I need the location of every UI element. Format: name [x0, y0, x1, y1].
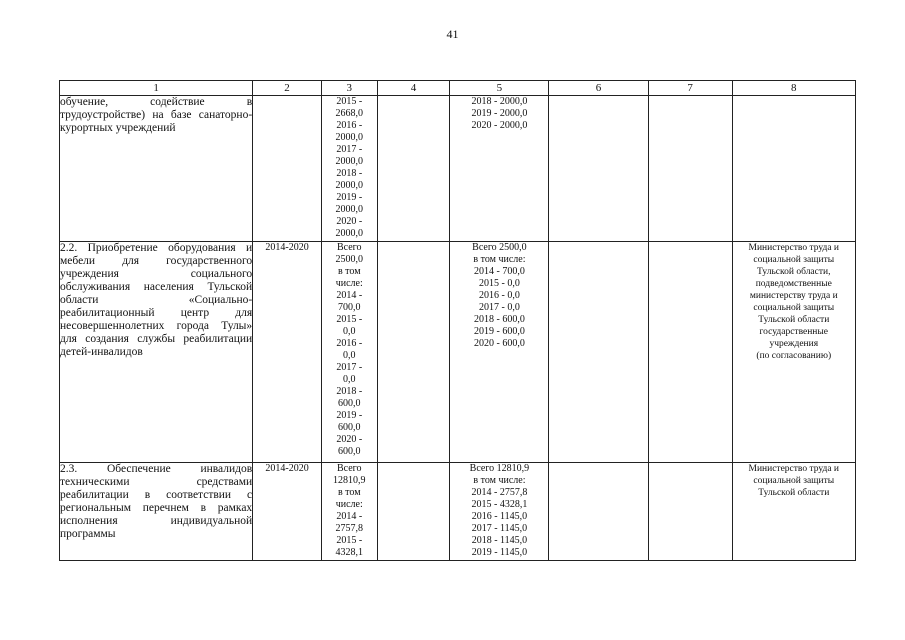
period-cell: [253, 96, 322, 242]
cell-line: 2019 -: [336, 192, 363, 203]
col-7-cell: [648, 463, 732, 561]
cell-line: 2020 -: [336, 434, 363, 445]
col-6-cell: [549, 96, 648, 242]
header-col-1: 1: [60, 81, 253, 96]
col-6-cell: [549, 463, 648, 561]
header-col-8: 8: [732, 81, 855, 96]
cell-line: в том числе:: [473, 475, 526, 486]
cell-line: 2020 - 2000,0: [471, 120, 528, 131]
cell-line: 2015 -: [336, 535, 363, 546]
cell-line: социальной защиты: [753, 255, 835, 265]
cell-line: Тульской области: [758, 488, 830, 498]
responsible-cell: [732, 463, 855, 561]
cell-line: в том: [337, 266, 361, 277]
cell-line: 2000,0: [335, 156, 363, 167]
cell-line: Всего 12810,9: [469, 463, 530, 474]
cell-line: в том числе:: [473, 254, 526, 265]
cell-line: 2016 - 1145,0: [471, 511, 528, 522]
cell-line: 2668,0: [335, 108, 363, 119]
cell-line: 12810,9: [333, 475, 366, 486]
cell-line: 2017 -: [336, 362, 363, 373]
cell-line: 2020 - 600,0: [474, 338, 525, 349]
responsible-cell: [732, 242, 855, 463]
cell-line: 600,0: [338, 398, 361, 409]
cell-line: 0,0: [343, 350, 356, 361]
cell-line: 2015 - 4328,1: [471, 499, 528, 510]
cell-line: 2000,0: [335, 204, 363, 215]
cell-line: подведомственные: [755, 279, 832, 289]
responsible-cell: [732, 96, 855, 242]
cell-line: 2015 -: [336, 96, 363, 107]
period-cell: 2014-2020: [253, 242, 322, 463]
table-row: [60, 242, 856, 463]
header-row: [60, 81, 856, 96]
cell-line: 0,0: [343, 374, 356, 385]
cell-line: 2014 - 2757,8: [471, 487, 528, 498]
cell-line: 0,0: [343, 326, 356, 337]
col-7-cell: [648, 242, 732, 463]
cell-line: 2014 - 700,0: [474, 266, 525, 277]
col-4-cell: [377, 242, 450, 463]
col-4-cell: [377, 463, 450, 561]
cell-line: Тульской области: [758, 315, 830, 325]
page-number: 41: [446, 27, 459, 41]
cell-line: 2020 -: [336, 216, 363, 227]
funding-total-cell: [321, 242, 377, 463]
cell-line: 600,0: [338, 422, 361, 433]
cell-line: 2018 - 2000,0: [471, 96, 528, 107]
cell-line: 2015 - 0,0: [479, 278, 520, 289]
header-col-2: 2: [253, 81, 322, 96]
cell-line: Всего 2500,0: [472, 242, 527, 253]
cell-line: 700,0: [338, 302, 361, 313]
funding-breakdown-cell: [450, 96, 549, 242]
cell-line: 2014 -: [336, 290, 363, 301]
cell-line: 2019 - 1145,0: [471, 547, 528, 558]
cell-line: числе:: [335, 499, 363, 510]
header-col-3: 3: [321, 81, 377, 96]
table-row: [60, 463, 856, 561]
table-row: [60, 96, 856, 242]
cell-line: Министерство труда и: [748, 464, 840, 474]
funding-total-cell: [321, 96, 377, 242]
col-7-cell: [648, 96, 732, 242]
header-col-6: 6: [549, 81, 648, 96]
cell-line: 2017 - 1145,0: [471, 523, 528, 534]
cell-line: Всего: [336, 463, 362, 474]
cell-line: 2018 - 1145,0: [471, 535, 528, 546]
cell-line: 2016 -: [336, 338, 363, 349]
cell-line: 2019 - 600,0: [474, 326, 525, 337]
cell-line: 2000,0: [335, 180, 363, 191]
cell-line: социальной защиты: [753, 476, 835, 486]
header-col-5: 5: [450, 81, 549, 96]
cell-line: министерству труда и: [749, 291, 838, 301]
cell-line: 2017 - 0,0: [479, 302, 520, 313]
cell-line: 2018 - 600,0: [474, 314, 525, 325]
funding-breakdown-cell: [450, 242, 549, 463]
cell-line: 2017 -: [336, 144, 363, 155]
col-4-cell: [377, 96, 450, 242]
cell-line: государственные: [759, 327, 828, 337]
activity-name-cell: 2.3. Обеспечение инвалидов техническими средствами реабилитации в соответствии с региональным перечнем в рамках исполнения индивидуальной программы: [60, 463, 253, 561]
cell-line: в том: [337, 487, 361, 498]
cell-line: 2018 -: [336, 168, 363, 179]
cell-line: 4328,1: [335, 547, 363, 558]
program-table: [59, 80, 856, 561]
cell-line: числе:: [335, 278, 363, 289]
cell-line: Всего: [336, 242, 362, 253]
cell-line: 2016 - 0,0: [479, 290, 520, 301]
cell-line: 2014 -: [336, 511, 363, 522]
header-col-7: 7: [648, 81, 732, 96]
col-6-cell: [549, 242, 648, 463]
cell-line: социальной защиты: [753, 303, 835, 313]
cell-line: (по согласованию): [756, 351, 832, 361]
cell-line: учреждения: [769, 339, 819, 349]
cell-line: Министерство труда и: [748, 243, 840, 253]
funding-breakdown-cell: [450, 463, 549, 561]
cell-line: 2019 -: [336, 410, 363, 421]
activity-name-cell: обучение, содействие в трудоустройстве) на базе санаторно-курортных учреждений: [60, 96, 253, 242]
cell-line: 2018 -: [336, 386, 363, 397]
activity-name-cell: 2.2. Приобретение оборудования и мебели для государственного учреждения социального обслуживания населения Тульской области «Социально-реабилитационный центр для несовершеннолетних города Тулы» для создания службы реабилитации детей-инвалидов: [60, 242, 253, 463]
cell-line: 2500,0: [335, 254, 363, 265]
cell-line: 2016 -: [336, 120, 363, 131]
cell-line: 2000,0: [335, 228, 363, 239]
cell-line: 2019 - 2000,0: [471, 108, 528, 119]
funding-total-cell: [321, 463, 377, 561]
cell-line: 2000,0: [335, 132, 363, 143]
cell-line: Тульской области,: [757, 267, 831, 277]
period-cell: 2014-2020: [253, 463, 322, 561]
cell-line: 2757,8: [335, 523, 363, 534]
cell-line: 2015 -: [336, 314, 363, 325]
header-col-4: 4: [377, 81, 450, 96]
cell-line: 600,0: [338, 446, 361, 457]
